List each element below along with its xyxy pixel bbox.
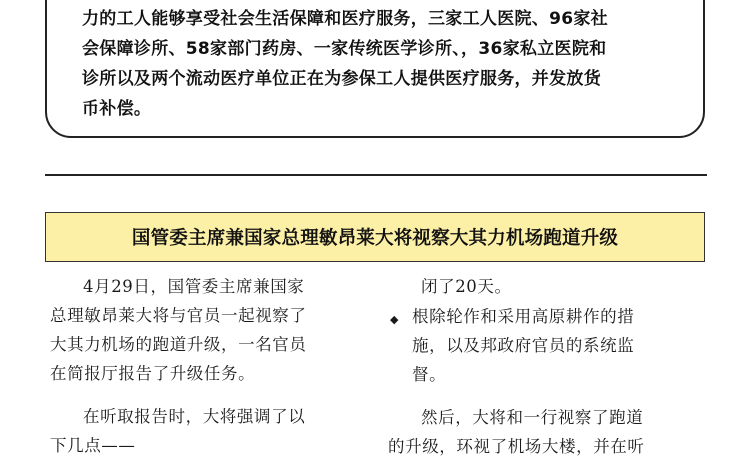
paragraph-line: 大其力机场的跑道升级，一名官员 [50,335,307,354]
paragraph-line: 然后，大将和一行视察了跑道 [421,408,644,427]
headline-banner [45,212,705,262]
callout-line: 诊所以及两个流动医疗单位正在为参保工人提供医疗服务，并发放货 [82,69,601,89]
callout-text [82,4,702,124]
paragraph-line: 的升级，环视了机场大楼，并在听 [388,437,645,456]
callout-line: 力的工人能够享受社会生活保障和医疗服务，三家工人医院、96家社 [82,9,608,29]
callout-line: 币补偿。 [82,99,152,119]
callout-line: 会保障诊所、58家部门药房、一家传统医学诊所、，36家私立医院和 [82,39,607,59]
article-right-column [388,272,718,461]
article-headline: 国管委主席兼国家总理敏昂莱大将视察大其力机场跑道升级 [131,228,619,249]
paragraph-line: 在简报厅报告了升级任务。 [50,364,256,383]
continuation-line: 闭了20天。 [421,277,512,296]
diamond-bullet-icon: ◆ [390,313,400,326]
section-divider [45,174,707,176]
paragraph-line: 4月29日，国管委主席兼国家 [83,277,305,296]
bullet-line: 根除轮作和采用高原耕作的措 [412,307,635,326]
bullet-item [388,302,718,389]
bullet-line: 督。 [412,365,447,384]
paragraph-line: 下几点—— [50,436,136,455]
bullet-line: 施，以及邦政府官员的系统监 [412,336,635,355]
paragraph-line: 总理敏昂莱大将与官员一起视察了 [50,306,307,325]
bullet-text [412,302,718,389]
article-left-column [50,272,370,460]
paragraph-line: 在听取报告时，大将强调了以 [83,407,306,426]
